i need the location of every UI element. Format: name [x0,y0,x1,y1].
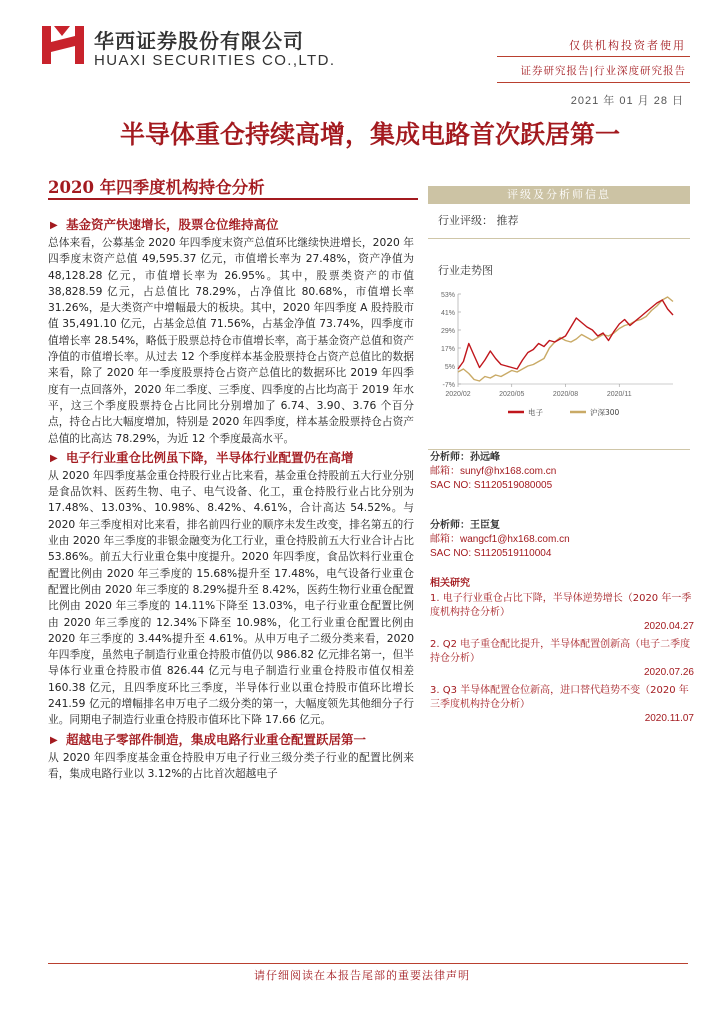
related-title: 相关研究 [430,578,470,589]
bullet-triangle-icon: ▶ [50,452,58,464]
report-type: 证券研究报告|行业深度研究报告 [520,65,686,77]
x-tick-label: 2020/05 [499,391,525,398]
section-paragraph: 总体来看，公募基金 2020 年四季度末资产总值环比继续快进增长，2020 年四季度末资产总值 49,595.37 亿元，市值增长率为 27.48%，资产净值为 48,128.28 亿元，市值增长率为 26.95%。其中，股票类资产的市值 38,828.59 亿元，占总值比 78.29%，占净值比 80.68%，市值增长率 31.26%，是大类资产中增幅最大的板块。其中，2020 年四季度 A 股持股市值 35,491.10 亿元，占基金总值 71.56%，占基金净值 73.74%，四季度市值增长率 28.54%，略低于股票总持仓市值增长率，高于基金资产总值和资产净值的市值增长率。从过去 12 个季度样本基金股票持仓占资产总值比的数据来看，除了 2020 年一季度股票持仓占资产总值比的数据环比 2019 年四季度有一点回落外，2020 年二季度、三季度、四季度的占比均高于 2019 年水平，这三个季度股票持仓占比同比分别增加了 6.74、3.90、3.76 个百分点，持仓占比大幅度增加，特别是 2020 年四季度，样本基金股票持仓占资产总值的比高达 78.29%，为近 12 个季度最高水平。 [48,236,414,445]
rating-label: 行业评级： [438,214,493,227]
section-paragraph: 从 2020 年四季度基金重仓持股申万电子行业三级分类子行业的配置比例来看，集成电路行业以 3.12%的占比首次超越电子 [48,750,414,780]
industry-rating [438,212,519,228]
section-heading-text: 基金资产快速增长，股票仓位维持高位 [66,217,279,232]
analyst-email[interactable]: 邮箱：wangcf1@hx168.com.cn [430,534,570,545]
y-tick-label: 29% [440,328,455,335]
analyst-email[interactable]: 邮箱：sunyf@hx168.com.cn [430,466,557,477]
legal-disclaimer-footer: 请仔细阅读在本报告尾部的重要法律声明 [254,969,470,982]
legend-label: 电子 [528,408,543,417]
related-item[interactable]: 1. 电子行业重仓占比下降，半导体逆势增长（2020 年一季度机构持仓分析） [430,593,692,618]
sidebar-divider [428,449,690,450]
audience-tagline: 仅供机构投资者使用 [569,39,686,52]
related-date: 2020.07.26 [643,667,694,678]
y-tick-label: 41% [440,310,455,317]
footer-divider [48,963,688,964]
legend-label: 沪深300 [590,408,620,417]
bullet-triangle-icon: ▶ [50,220,58,231]
related-date: 2020.11.07 [644,713,694,724]
sidebar-divider [428,238,690,239]
related-item[interactable]: 2. Q2 电子重仓配比提升，半导体配置创新高（电子二季度持仓分析） [430,639,691,664]
section-heading [48,216,414,234]
y-tick-label: -7% [442,382,455,389]
report-title: 半导体重仓持续高增，集成电路首次跃居第一 [119,120,620,149]
analyst-sac: SAC NO: S1120519110004 [430,548,552,559]
rating-value: 推荐 [496,214,519,227]
y-tick-label: 53% [440,292,455,299]
x-tick-label: 2020/08 [552,391,579,398]
x-tick-label: 2020/02 [445,391,471,398]
section-heading-text: 电子行业重仓比例虽下降，半导体行业配置仍在高增 [66,449,354,465]
header-divider-2 [497,82,690,83]
series-line-1 [458,297,673,381]
analyst-info [430,451,556,493]
series-line-0 [458,300,673,369]
x-tick-label: 2020/11 [606,391,632,398]
main-body [48,214,414,782]
analyst-label: 分析师： [430,520,470,531]
subtitle-underline [48,198,418,200]
section-paragraph: 从 2020 年四季度基金重仓持股行业占比来看，基金重仓持股前五大行业分别是食品饮料、医药生物、电子、电气设备、化工，重仓持股行业占比分别为 17.48%、13.03%、10.98%、8.42%、4.61%，合计高达 54.52%。与 2020 年三季度相对比来看，排名前四行业的顺序未发生改变，排名第五的行业由 2020 年三季度的非银金融变为化工行业，重仓持股前五大行业合计占比 53.86%。前五大行业重仓集中度提升。2020 年四季度，食品饮料行业重仓配置比例由 2020 年三季度的 15.68%提升至 17.48%，电气设备行业重仓配置比例由 2020 年三季度的 8.29%提升至 8.42%，医药生物行业重仓配置比例由 2020 年三季度的 14.11%下降至 13.03%，电子行业重仓配置比例由 2020 年三季度的 12.34%下降至 10.98%，化工行业重仓配置比例由 2020 年三季度的 3.44%提升至 4.61%。从申万电子二级分类来看，2020 年四季度，虽然电子制造行业重仓持股市值仍以 986.82 亿元排名第一，但半导体行业重仓持股市值 826.44 亿元与电子制造行业重仓持股市值仅相差 160.38 亿元，且四季度环比三季度，半导体行业以重仓持股市值环比增长 241.59 亿元的增幅排名申万电子二级分类的第一，大幅度领先其他细分子行业。同期电子制造行业重仓持股市值环比下降 17.66 亿元。 [48,468,414,727]
related-research [430,577,698,730]
sidebar-header: 评级及分析师信息 [428,186,690,204]
trend-chart-label: 行业走势图 [438,264,493,277]
industry-trend-chart [428,280,690,425]
section-heading-text: 超越电子零部件制造，集成电路行业重仓配置跃居第一 [66,731,367,747]
bullet-triangle-icon: ▶ [50,734,58,746]
report-date: 2021 年 01 月 28 日 [570,95,684,107]
related-item[interactable]: 3. Q3 半导体配置仓位新高，进口替代趋势不变（2020 年三季度机构持仓分析） [430,685,689,710]
section-heading [48,731,414,749]
header-divider [497,56,690,57]
analyst-info [430,519,570,561]
y-tick-label: 17% [440,346,455,353]
analyst-sac: SAC NO: S1120519080005 [430,480,553,491]
company-name-cn: 华西证券股份有限公司 [94,29,304,53]
analyst-name: 孙远峰 [470,452,500,463]
analyst-name: 王臣复 [470,520,500,531]
y-tick-label: 5% [444,364,455,371]
report-subtitle: 2020 年四季度机构持仓分析 [48,178,265,197]
analyst-label: 分析师： [430,452,470,463]
company-name-en: HUAXI SECURITIES CO.,LTD. [94,52,336,69]
section-heading [48,449,414,467]
related-date: 2020.04.27 [643,621,694,632]
company-logo [40,22,86,68]
